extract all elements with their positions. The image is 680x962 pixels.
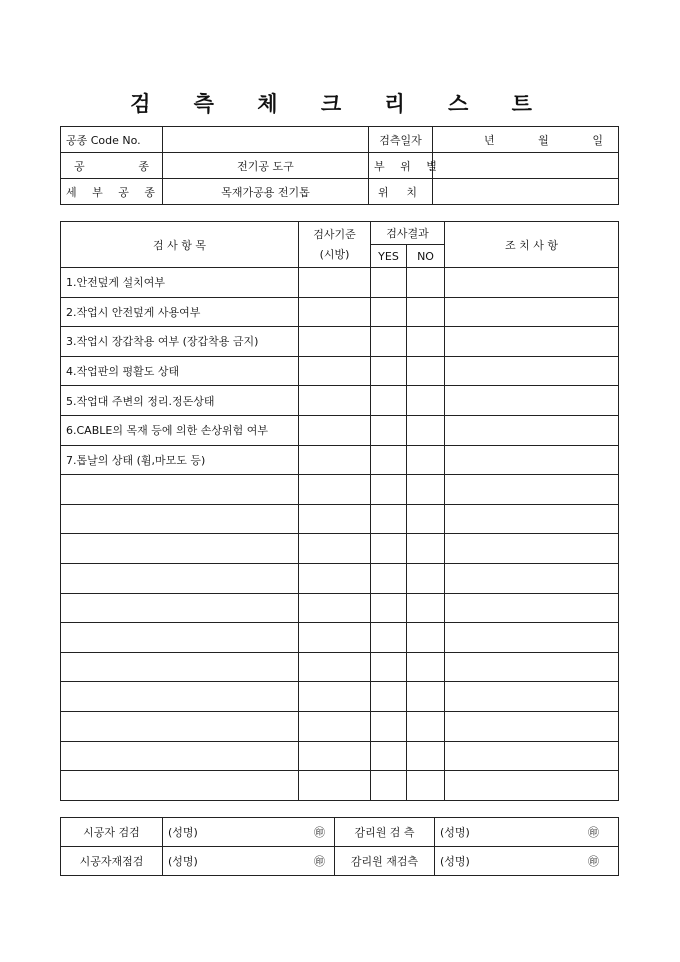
part-value[interactable] bbox=[433, 153, 619, 179]
check-item: 3.작업시 장갑착용 여부 (장갑착용 금지) bbox=[61, 327, 299, 357]
checklist-row bbox=[61, 623, 619, 653]
part-label: 부 위 별 bbox=[369, 153, 433, 179]
check-item bbox=[61, 711, 299, 741]
detail-value[interactable]: 목재가공용 전기톱 bbox=[163, 179, 369, 205]
no-cell[interactable] bbox=[407, 534, 445, 564]
checklist-row bbox=[61, 593, 619, 623]
standard-header-line1: 검사기준 bbox=[313, 227, 356, 241]
action-cell[interactable] bbox=[445, 534, 619, 564]
action-cell[interactable] bbox=[445, 652, 619, 682]
action-cell[interactable] bbox=[445, 504, 619, 534]
no-cell[interactable] bbox=[407, 386, 445, 416]
no-cell[interactable] bbox=[407, 741, 445, 771]
info-table bbox=[60, 126, 619, 205]
yes-cell[interactable] bbox=[371, 741, 407, 771]
action-cell[interactable] bbox=[445, 623, 619, 653]
yes-cell[interactable] bbox=[371, 652, 407, 682]
yes-cell[interactable] bbox=[371, 356, 407, 386]
checklist-row bbox=[61, 771, 619, 801]
yes-cell[interactable] bbox=[371, 415, 407, 445]
name-label: (성명) bbox=[440, 826, 470, 839]
detail-label: 세 부 공 종 bbox=[61, 179, 163, 205]
month-label: 월 bbox=[538, 133, 549, 147]
action-cell[interactable] bbox=[445, 682, 619, 712]
action-cell[interactable] bbox=[445, 741, 619, 771]
checklist-row bbox=[61, 711, 619, 741]
check-item bbox=[61, 504, 299, 534]
name-label: (성명) bbox=[440, 855, 470, 868]
no-cell[interactable] bbox=[407, 268, 445, 298]
check-item: 7.톱날의 상태 (휨,마모도 등) bbox=[61, 445, 299, 475]
check-item bbox=[61, 534, 299, 564]
seal-icon: ㊞ bbox=[314, 855, 325, 868]
checklist-row bbox=[61, 652, 619, 682]
work-value[interactable]: 전기공 도구 bbox=[163, 153, 369, 179]
no-cell[interactable] bbox=[407, 297, 445, 327]
check-item: 4.작업판의 평활도 상태 bbox=[61, 356, 299, 386]
action-cell[interactable] bbox=[445, 268, 619, 298]
day-label: 일 bbox=[592, 133, 603, 147]
name-label: (성명) bbox=[168, 855, 198, 868]
no-cell[interactable] bbox=[407, 623, 445, 653]
no-cell[interactable] bbox=[407, 593, 445, 623]
no-cell[interactable] bbox=[407, 771, 445, 801]
check-item bbox=[61, 563, 299, 593]
yes-cell[interactable] bbox=[371, 445, 407, 475]
standard-cell[interactable] bbox=[299, 682, 371, 712]
standard-cell[interactable] bbox=[299, 623, 371, 653]
standard-header bbox=[299, 222, 371, 268]
standard-cell[interactable] bbox=[299, 652, 371, 682]
name-label: (성명) bbox=[168, 826, 198, 839]
yes-cell[interactable] bbox=[371, 297, 407, 327]
code-value[interactable] bbox=[163, 127, 369, 153]
action-cell[interactable] bbox=[445, 563, 619, 593]
no-cell[interactable] bbox=[407, 682, 445, 712]
checklist-row bbox=[61, 297, 619, 327]
items-header: 검 사 항 목 bbox=[61, 222, 299, 268]
code-label: 공종 Code No. bbox=[61, 127, 163, 153]
check-item bbox=[61, 771, 299, 801]
work-label: 공 종 bbox=[61, 153, 163, 179]
yes-cell[interactable] bbox=[371, 268, 407, 298]
yes-cell[interactable] bbox=[371, 386, 407, 416]
standard-cell[interactable] bbox=[299, 327, 371, 357]
checklist-row bbox=[61, 386, 619, 416]
yes-cell[interactable] bbox=[371, 327, 407, 357]
checklist-row bbox=[61, 415, 619, 445]
supervisor-recheck-label: 감리원 재검측 bbox=[335, 847, 435, 876]
standard-cell[interactable] bbox=[299, 711, 371, 741]
no-cell[interactable] bbox=[407, 711, 445, 741]
no-header: NO bbox=[407, 245, 445, 268]
no-cell[interactable] bbox=[407, 415, 445, 445]
standard-cell[interactable] bbox=[299, 475, 371, 505]
checklist-row bbox=[61, 741, 619, 771]
contractor-check-label: 시공자 검검 bbox=[61, 818, 163, 847]
yes-cell[interactable] bbox=[371, 593, 407, 623]
yes-cell[interactable] bbox=[371, 771, 407, 801]
no-cell[interactable] bbox=[407, 563, 445, 593]
yes-cell[interactable] bbox=[371, 534, 407, 564]
contractor-recheck-label: 시공자재점검 bbox=[61, 847, 163, 876]
standard-cell[interactable] bbox=[299, 504, 371, 534]
date-label: 검측일자 bbox=[369, 127, 433, 153]
check-item bbox=[61, 623, 299, 653]
seal-icon: ㊞ bbox=[588, 855, 599, 868]
no-cell[interactable] bbox=[407, 327, 445, 357]
checklist-row bbox=[61, 268, 619, 298]
standard-cell[interactable] bbox=[299, 268, 371, 298]
contractor-check-signature[interactable] bbox=[163, 818, 335, 847]
standard-cell[interactable] bbox=[299, 563, 371, 593]
yes-cell[interactable] bbox=[371, 711, 407, 741]
check-item: 5.작업대 주변의 정리.정돈상태 bbox=[61, 386, 299, 416]
yes-cell[interactable] bbox=[371, 682, 407, 712]
action-cell[interactable] bbox=[445, 445, 619, 475]
standard-cell[interactable] bbox=[299, 771, 371, 801]
contractor-recheck-signature[interactable] bbox=[163, 847, 335, 876]
standard-cell[interactable] bbox=[299, 534, 371, 564]
check-item bbox=[61, 475, 299, 505]
signature-table bbox=[60, 817, 619, 876]
action-cell[interactable] bbox=[445, 386, 619, 416]
action-cell[interactable] bbox=[445, 327, 619, 357]
yes-cell[interactable] bbox=[371, 623, 407, 653]
checklist-row bbox=[61, 356, 619, 386]
seal-icon: ㊞ bbox=[588, 826, 599, 839]
location-value[interactable] bbox=[433, 179, 619, 205]
check-item bbox=[61, 741, 299, 771]
checklist-row bbox=[61, 327, 619, 357]
action-header: 조 치 사 항 bbox=[445, 222, 619, 268]
supervisor-recheck-signature[interactable] bbox=[435, 847, 619, 876]
supervisor-check-label: 감리원 검 측 bbox=[335, 818, 435, 847]
checklist-row bbox=[61, 504, 619, 534]
checklist-row bbox=[61, 682, 619, 712]
action-cell[interactable] bbox=[445, 297, 619, 327]
check-item bbox=[61, 652, 299, 682]
year-label: 년 bbox=[484, 133, 495, 147]
check-item bbox=[61, 682, 299, 712]
check-item: 6.CABLE의 목재 등에 의한 손상위험 여부 bbox=[61, 415, 299, 445]
action-cell[interactable] bbox=[445, 415, 619, 445]
no-cell[interactable] bbox=[407, 445, 445, 475]
no-cell[interactable] bbox=[407, 475, 445, 505]
standard-cell[interactable] bbox=[299, 415, 371, 445]
standard-cell[interactable] bbox=[299, 356, 371, 386]
check-item: 1.안전덮게 설치여부 bbox=[61, 268, 299, 298]
date-value[interactable] bbox=[433, 127, 619, 153]
standard-cell[interactable] bbox=[299, 741, 371, 771]
standard-cell[interactable] bbox=[299, 593, 371, 623]
action-cell[interactable] bbox=[445, 771, 619, 801]
checklist-row bbox=[61, 445, 619, 475]
standard-cell[interactable] bbox=[299, 386, 371, 416]
checklist-row bbox=[61, 563, 619, 593]
check-item bbox=[61, 593, 299, 623]
standard-cell[interactable] bbox=[299, 297, 371, 327]
checklist-table bbox=[60, 221, 619, 801]
location-label: 위 치 bbox=[369, 179, 433, 205]
standard-cell[interactable] bbox=[299, 445, 371, 475]
seal-icon: ㊞ bbox=[314, 826, 325, 839]
page-title: 검 측 체 크 리 스 트 bbox=[130, 91, 550, 116]
check-item: 2.작업시 안전덮게 사용여부 bbox=[61, 297, 299, 327]
supervisor-check-signature[interactable] bbox=[435, 818, 619, 847]
no-cell[interactable] bbox=[407, 504, 445, 534]
action-cell[interactable] bbox=[445, 711, 619, 741]
action-cell[interactable] bbox=[445, 356, 619, 386]
action-cell[interactable] bbox=[445, 475, 619, 505]
checklist-row bbox=[61, 534, 619, 564]
yes-cell[interactable] bbox=[371, 475, 407, 505]
result-header: 검사결과 bbox=[371, 222, 445, 245]
no-cell[interactable] bbox=[407, 356, 445, 386]
yes-header: YES bbox=[371, 245, 407, 268]
yes-cell[interactable] bbox=[371, 504, 407, 534]
checklist-row bbox=[61, 475, 619, 505]
action-cell[interactable] bbox=[445, 593, 619, 623]
no-cell[interactable] bbox=[407, 652, 445, 682]
standard-header-line2: (시방) bbox=[319, 247, 350, 261]
yes-cell[interactable] bbox=[371, 563, 407, 593]
